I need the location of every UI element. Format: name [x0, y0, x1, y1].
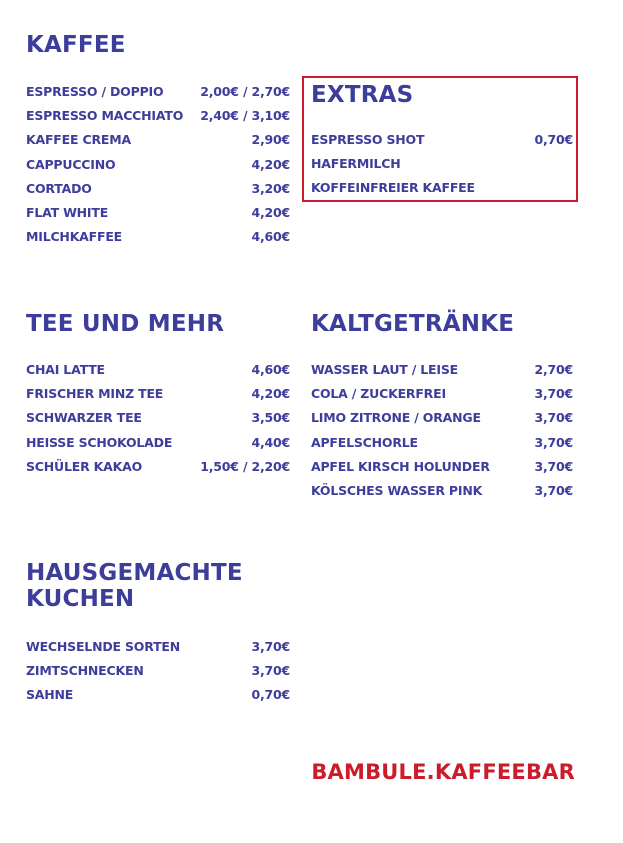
- item-price: 4,60€: [251, 361, 290, 377]
- item-price: 4,20€: [251, 156, 290, 172]
- item-name: HEISSE SCHOKOLADE: [26, 434, 173, 450]
- item-name: SCHÜLER KAKAO: [26, 458, 143, 474]
- item-name: SCHWARZER TEE: [26, 410, 142, 426]
- list-item: [26, 430, 290, 454]
- item-name: KAFFEE CREMA: [26, 132, 131, 148]
- item-name: ESPRESSO MACCHIATO: [26, 107, 184, 123]
- item-price: 3,70€: [534, 458, 573, 474]
- brand-name: BAMBULE.KAFFEEBAR: [311, 760, 575, 784]
- item-price: 3,70€: [534, 434, 573, 450]
- list-item: [311, 381, 573, 405]
- item-name: SAHNE: [26, 687, 74, 703]
- list-item: [311, 357, 573, 381]
- item-name: LIMO ZITRONE / ORANGE: [311, 410, 481, 426]
- section-title-kuchen: HAUSGEMACHTE KUCHEN: [26, 560, 243, 612]
- item-name: HAFERMILCH: [311, 155, 401, 171]
- list-item: [311, 127, 573, 151]
- list-item: [26, 103, 290, 127]
- item-name: KÖLSCHES WASSER PINK: [311, 483, 483, 499]
- kaltgetraenke-list: [311, 357, 573, 503]
- item-name: CAPPUCCINO: [26, 156, 116, 172]
- kuchen-list: [26, 634, 290, 707]
- item-price: 4,20€: [251, 205, 290, 221]
- item-price: 3,70€: [251, 638, 290, 654]
- item-price: 3,70€: [534, 483, 573, 499]
- kaffee-list: [26, 79, 290, 249]
- item-name: FLAT WHITE: [26, 205, 109, 221]
- item-price: 2,70€: [534, 361, 573, 377]
- item-name: APFELSCHORLE: [311, 434, 418, 450]
- list-item: [26, 79, 290, 103]
- section-title-kaffee: KAFFEE: [26, 32, 126, 58]
- item-price: 3,20€: [251, 180, 290, 196]
- item-name: ESPRESSO SHOT: [311, 131, 425, 147]
- list-item: [26, 683, 290, 707]
- list-item: [26, 658, 290, 682]
- list-item: [26, 200, 290, 224]
- item-price: 2,90€: [251, 132, 290, 148]
- item-price: 0,70€: [534, 131, 573, 147]
- item-price: 3,70€: [534, 385, 573, 401]
- item-name: WASSER LAUT / LEISE: [311, 361, 458, 377]
- item-price: 4,60€: [251, 229, 290, 245]
- list-item: [311, 176, 573, 200]
- list-item: [311, 454, 573, 478]
- item-name: ZIMTSCHNECKEN: [26, 662, 144, 678]
- item-price: 2,40€ / 3,10€: [200, 107, 290, 123]
- item-name: CHAI LATTE: [26, 361, 105, 377]
- item-name: KOFFEINFREIER KAFFEE: [311, 180, 475, 196]
- section-title-extras: EXTRAS: [311, 82, 414, 108]
- list-item: [26, 634, 290, 658]
- list-item: [311, 406, 573, 430]
- list-item: [26, 225, 290, 249]
- list-item: [311, 478, 573, 502]
- item-name: WECHSELNDE SORTEN: [26, 638, 181, 654]
- list-item: [311, 151, 573, 175]
- list-item: [26, 381, 290, 405]
- list-item: [26, 406, 290, 430]
- list-item: [26, 128, 290, 152]
- item-price: 0,70€: [251, 687, 290, 703]
- list-item: [311, 430, 573, 454]
- item-price: 3,70€: [251, 662, 290, 678]
- extras-list: [311, 127, 573, 200]
- item-price: 3,50€: [251, 410, 290, 426]
- item-price: 3,70€: [534, 410, 573, 426]
- tee-list: [26, 357, 290, 478]
- item-name: APFEL KIRSCH HOLUNDER: [311, 458, 490, 474]
- item-price: 4,40€: [251, 434, 290, 450]
- item-name: CORTADO: [26, 180, 92, 196]
- item-name: COLA / ZUCKERFREI: [311, 385, 446, 401]
- item-price: 4,20€: [251, 385, 290, 401]
- item-name: ESPRESSO / DOPPIO: [26, 83, 164, 99]
- item-price: 1,50€ / 2,20€: [200, 458, 290, 474]
- item-name: MILCHKAFFEE: [26, 229, 123, 245]
- list-item: [26, 454, 290, 478]
- list-item: [26, 357, 290, 381]
- list-item: [26, 152, 290, 176]
- item-price: 2,00€ / 2,70€: [200, 83, 290, 99]
- item-name: FRISCHER MINZ TEE: [26, 385, 164, 401]
- section-title-tee: TEE UND MEHR: [26, 311, 225, 337]
- list-item: [26, 176, 290, 200]
- section-title-kaltgetraenke: KALTGETRÄNKE: [311, 311, 515, 337]
